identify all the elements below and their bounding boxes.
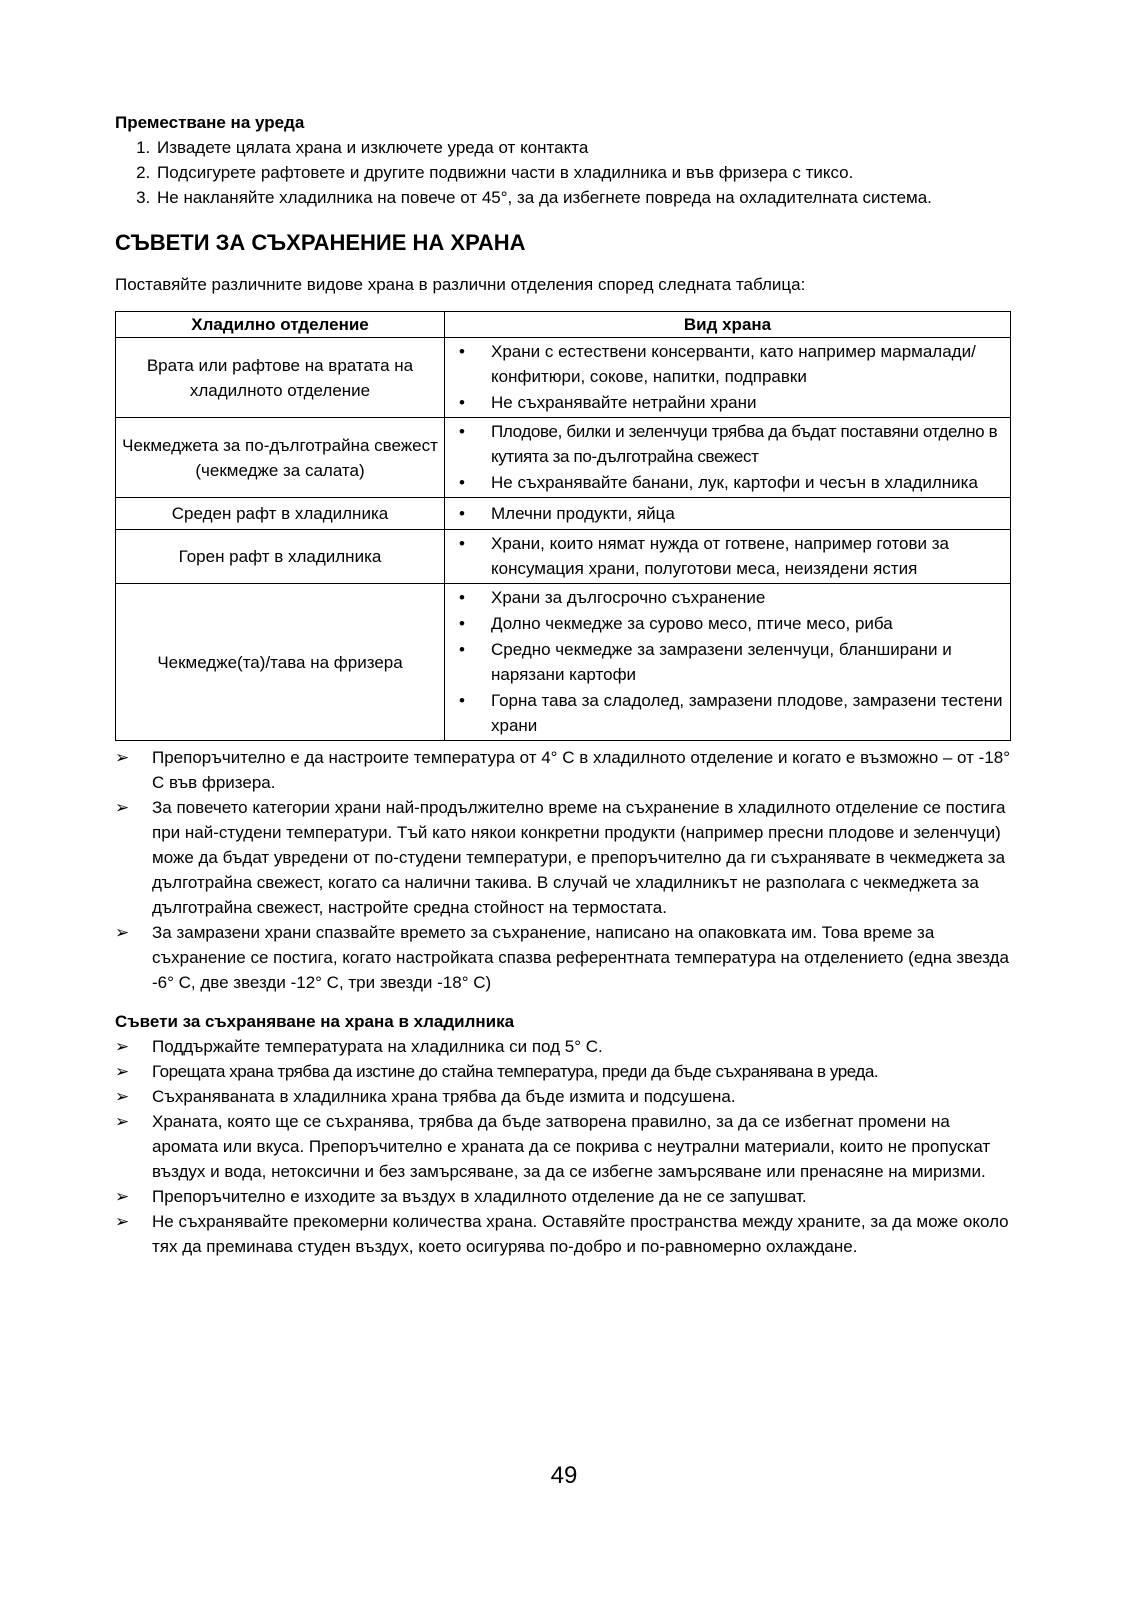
list-item bbox=[115, 1034, 1015, 1059]
tip-text: Поддържайте температурата на хладилника си под 5° C. bbox=[152, 1037, 603, 1056]
moving-heading: Преместване на уреда bbox=[115, 113, 305, 132]
moving-step: 1. Извадете цялата храна и изключете уреда от контакта bbox=[155, 135, 1015, 160]
arrow-bullet-icon: ➢ bbox=[115, 1037, 130, 1056]
header-food-type: Вид храна bbox=[445, 312, 1011, 338]
arrow-bullet-icon: ➢ bbox=[115, 798, 130, 817]
arrow-bullet-icon: ➢ bbox=[115, 1062, 130, 1081]
food-item: • Долно чекмедже за сурово месо, птиче месо, риба bbox=[445, 611, 1006, 636]
document-page bbox=[115, 110, 1015, 1259]
section-title: СЪВЕТИ ЗА СЪХРАНЕНИЕ НА ХРАНА bbox=[115, 230, 526, 255]
list-item bbox=[115, 795, 1015, 920]
arrow-bullet-icon: ➢ bbox=[115, 1212, 130, 1231]
list-item bbox=[115, 1059, 1015, 1084]
table-intro: Поставяйте различните видове храна в различни отделения според следната таблица: bbox=[115, 275, 806, 294]
list-item bbox=[115, 1209, 1015, 1259]
table-row bbox=[116, 584, 1011, 741]
food-item: • Средно чекмедже за замразени зеленчуци, бланширани и нарязани картофи bbox=[445, 637, 1006, 687]
food-item: • Плодове, билки и зеленчуци трябва да бъдат поставяни отделно в кутията за по-дълготрайна свежест bbox=[445, 419, 1006, 469]
arrow-bullet-icon: ➢ bbox=[115, 1087, 130, 1106]
food-item: • Млечни продукти, яйца bbox=[445, 501, 1006, 526]
fridge-tips-list bbox=[115, 1034, 1015, 1259]
compartment-cell: Врата или рафтове на вратата на хладилното отделение bbox=[116, 338, 445, 418]
page-number: 49 bbox=[550, 1462, 578, 1489]
arrow-bullet-icon: ➢ bbox=[115, 748, 130, 767]
arrow-bullet-icon: ➢ bbox=[115, 923, 130, 942]
moving-step: 2. Подсигурете рафтовете и другите подвижни части в хладилника и във фризера с тиксо. bbox=[155, 160, 1015, 185]
note-text: За повечето категории храни най-продължително време на съхранение в хладилното отделение се постига при най-студени температури. Тъй като някои конкретни продукти (например пресни плодове и зеленчуци) може да бъдат увредени от по-студени температури, е препоръчително да ги съхранявате в чекмеджета за дълготрайна свежест, когато са налични такива. В случай че хладилникът не разполага с чекмеджета за дълготрайна свежест, настройте средна стойност на термостата. bbox=[152, 798, 1006, 917]
fridge-tips-heading: Съвети за съхраняване на храна в хладилника bbox=[115, 1012, 515, 1031]
arrow-bullet-icon: ➢ bbox=[115, 1112, 130, 1131]
table-header-row bbox=[116, 312, 1011, 338]
tip-text: Съхраняваната в хладилника храна трябва да бъде измита и подсушена. bbox=[152, 1087, 736, 1106]
food-item: • Храни с естествени консерванти, като например мармалади/конфитюри, сокове, напитки, подправки bbox=[445, 339, 1006, 389]
food-item: • Храни за дългосрочно съхранение bbox=[445, 585, 1006, 610]
storage-table bbox=[115, 311, 1011, 741]
food-item: • Не съхранявайте нетрайни храни bbox=[445, 390, 1006, 415]
table-row bbox=[116, 498, 1011, 530]
storage-notes-list bbox=[115, 745, 1015, 995]
tip-text: Не съхранявайте прекомерни количества храна. Оставяйте пространства между храните, за да може около тях да преминава студен въздух, което осигурява по-добро и по-равномерно охлаждане. bbox=[152, 1212, 1009, 1256]
tip-text: Горещата храна трябва да изстине до стайна температура, преди да бъде съхранявана в уреда. bbox=[152, 1062, 879, 1081]
food-item: • Горна тава за сладолед, замразени плодове, замразени тестени храни bbox=[445, 688, 1006, 738]
list-item bbox=[115, 1109, 1015, 1184]
note-text: За замразени храни спазвайте времето за съхранение, написано на опаковката им. Това време за съхранение се постига, когато настройката спазва референтната температура на отделението (една звезда -6° C, две звезди -12° C, три звезди -18° C) bbox=[152, 923, 1009, 992]
food-type-cell bbox=[445, 530, 1011, 584]
note-text: Препоръчително е да настроите температура от 4° C в хладилното отделение и когато е възможно – от -18° C във фризера. bbox=[152, 748, 1011, 792]
compartment-cell: Среден рафт в хладилника bbox=[116, 498, 445, 530]
food-type-cell bbox=[445, 418, 1011, 498]
compartment-cell: Чекмеджета за по-дълготрайна свежест (чекмедже за салата) bbox=[116, 418, 445, 498]
compartment-cell: Горен рафт в хладилника bbox=[116, 530, 445, 584]
food-item: • Храни, които нямат нужда от готвене, например готови за консумация храни, полуготови меса, неизядени ястия bbox=[445, 531, 1006, 581]
list-item bbox=[115, 1184, 1015, 1209]
header-compartment: Хладилно отделение bbox=[116, 312, 445, 338]
table-row bbox=[116, 338, 1011, 418]
food-type-cell bbox=[445, 498, 1011, 530]
tip-text: Храната, която ще се съхранява, трябва да бъде затворена правилно, за да се избегнат промени на аромата или вкуса. Препоръчително е храната да се покрива с неутрални материали, които не пропускат въздух и вода, нетоксични и без замърсяване, за да се избегне замърсяване или пренасяне на миризми. bbox=[152, 1112, 991, 1181]
compartment-cell: Чекмедже(та)/тава на фризера bbox=[116, 584, 445, 741]
list-item bbox=[115, 1084, 1015, 1109]
food-type-cell bbox=[445, 338, 1011, 418]
moving-step: 3. Не накланяйте хладилника на повече от 45°, за да избегнете повреда на охладителната система. bbox=[155, 185, 1015, 210]
food-type-cell bbox=[445, 584, 1011, 741]
table-row bbox=[116, 418, 1011, 498]
list-item bbox=[115, 920, 1015, 995]
tip-text: Препоръчително е изходите за въздух в хладилното отделение да не се запушват. bbox=[152, 1187, 807, 1206]
list-item bbox=[115, 745, 1015, 795]
table-row bbox=[116, 530, 1011, 584]
food-item: • Не съхранявайте банани, лук, картофи и чесън в хладилника bbox=[445, 470, 1006, 495]
arrow-bullet-icon: ➢ bbox=[115, 1187, 130, 1206]
moving-steps-list bbox=[115, 135, 1015, 210]
